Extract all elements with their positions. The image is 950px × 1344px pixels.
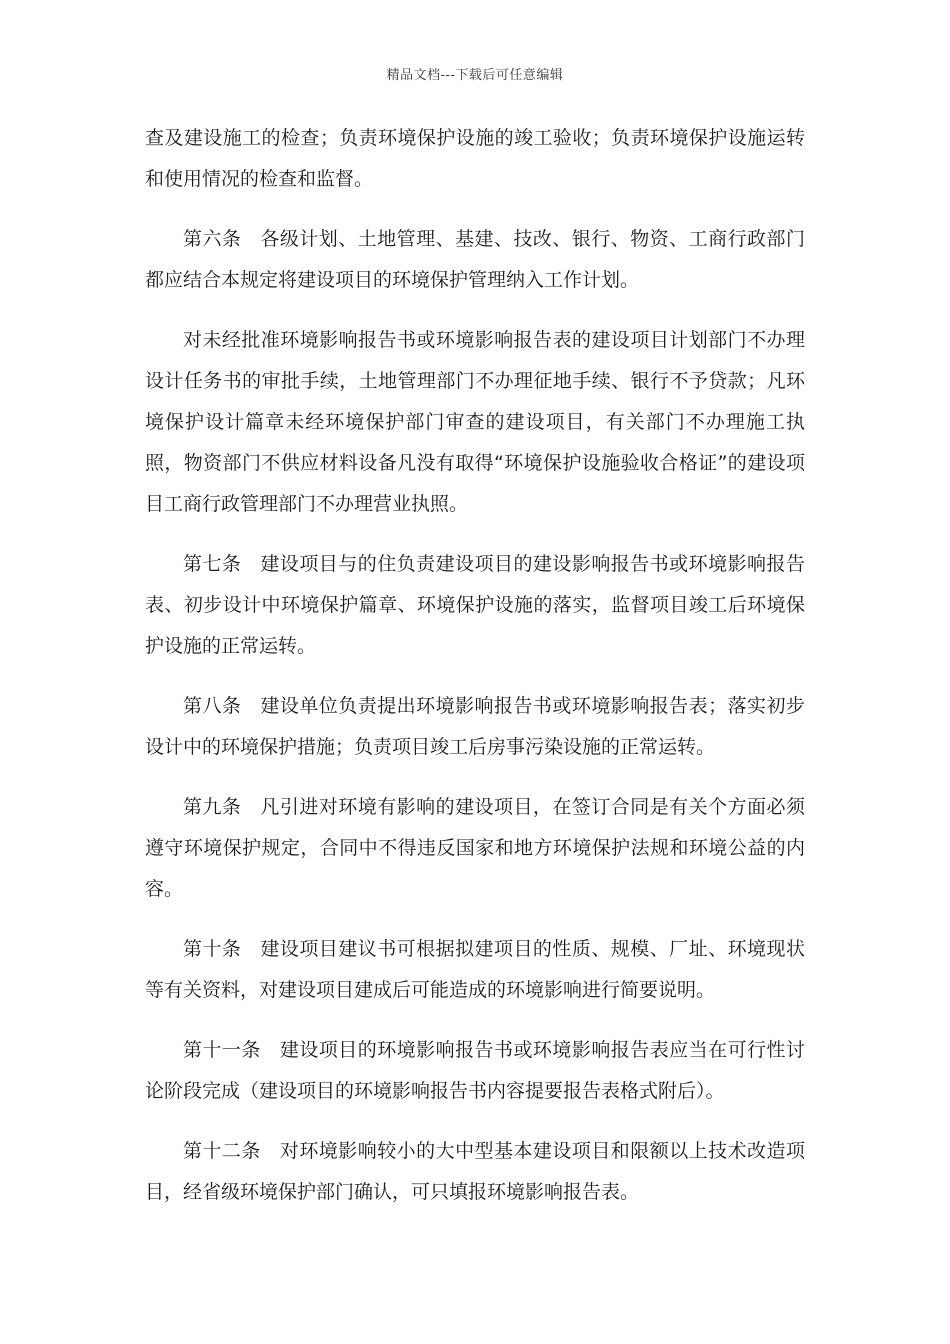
paragraph-text: 建设项目建议书可根据拟建项目的性质、规模、厂址、环境现状等有关资料，对建设项目建成后可能造成的环境影响进行简要说明。: [145, 938, 805, 1001]
paragraph-continuation: [145, 118, 805, 200]
page-header: 精品文档---下载后可任意编辑: [386, 68, 564, 83]
paragraph-text: 建设单位负责提出环境影响报告书或环境影响报告表；落实初步设计中的环境保护措施；负责项目竣工后房事污染设施的正常运转。: [145, 695, 805, 758]
paragraph-text: 对环境影响较小的大中型基本建设项目和限额以上技术改造项目，经省级环境保护部门确认，可只填报环境影响报告表。: [145, 1140, 805, 1203]
paragraph-text: 建设项目的环境影响报告书或环境影响报告表应当在可行性讨论阶段完成（建设项目的环境影响报告书内容提要报告表格式附后）。: [145, 1039, 805, 1102]
paragraph-text: 建设项目与的住负责建设项目的建设影响报告书或环境影响报告表、初步设计中环境保护篇章、环境保护设施的落实，监督项目竣工后环境保护设施的正常运转。: [145, 553, 805, 657]
paragraph-text: 对未经批准环境影响报告书或环境影响报告表的建设项目计划部门不办理设计任务书的审批手续，土地管理部门不办理征地手续、银行不予贷款；凡环境保护设计篇章未经环境保护部门审查的建设项目，有关部门不办理施工执照，物资部门不供应材料设备凡没有取得“环境保护设施验收合格证”的建设项目工商行政管理部门不办理营业执照。: [145, 329, 805, 515]
article-number: 第十一条: [183, 1039, 261, 1061]
article-10: [145, 929, 805, 1011]
document-body: [145, 118, 805, 1232]
article-12: [145, 1131, 805, 1213]
article-number: 第七条: [183, 553, 242, 575]
article-number: 第十条: [183, 938, 242, 960]
paragraph-text: 凡引进对环境有影响的建设项目，在签订合同是有关个方面必须遵守环境保护规定，合同中不得违反国家和地方环境保护法规和环境公益的内容。: [145, 796, 805, 900]
article-7: [145, 544, 805, 667]
article-6: [145, 219, 805, 301]
article-number: 第九条: [183, 796, 242, 818]
paragraph-text: 查及建设施工的检查；负责环境保护设施的竣工验收；负责环境保护设施运转和使用情况的检查和监督。: [145, 127, 805, 190]
article-number: 第十二条: [183, 1140, 261, 1162]
paragraph-text: 各级计划、土地管理、基建、技改、银行、物资、工商行政部门都应结合本规定将建设项目的环境保护管理纳入工作计划。: [145, 228, 805, 291]
article-9: [145, 787, 805, 910]
article-number: 第六条: [183, 228, 242, 250]
article-8: [145, 686, 805, 768]
article-number: 第八条: [183, 695, 242, 717]
article-11: [145, 1030, 805, 1112]
article-6-continued: [145, 320, 805, 525]
